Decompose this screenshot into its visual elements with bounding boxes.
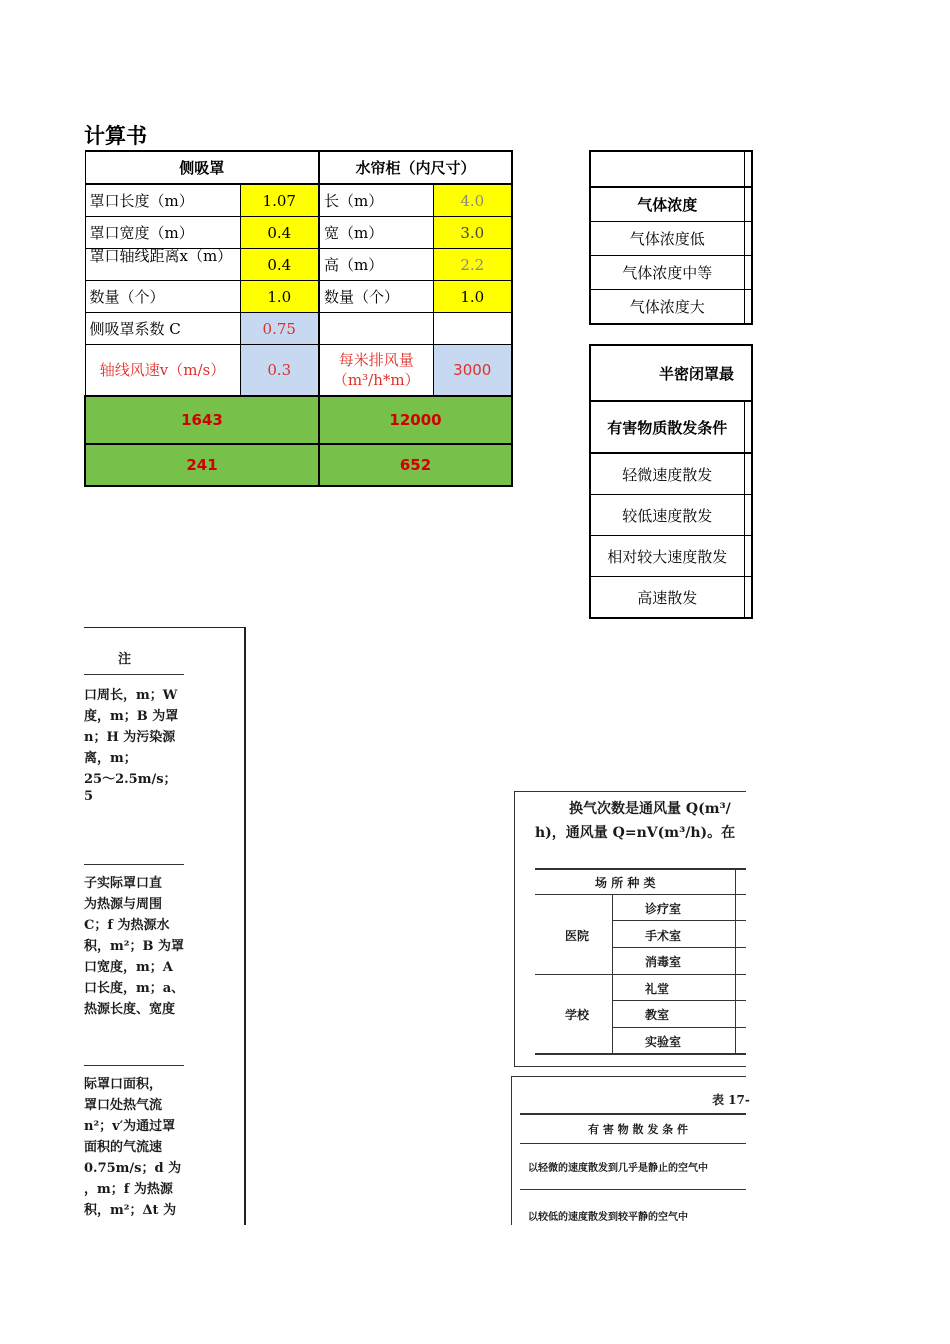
place-item: 手术室: [645, 929, 682, 943]
hood-axis-distance-value[interactable]: 0.4: [240, 249, 319, 281]
cabinet-height-value[interactable]: 2.2: [433, 249, 512, 281]
place-item: 消毒室: [645, 955, 682, 969]
hood-coefficient-value[interactable]: 0.75: [240, 313, 319, 345]
result-left-1: 1643: [85, 396, 319, 444]
note-line: 为热源与周围: [84, 897, 163, 912]
empty-cell: [433, 313, 512, 345]
note-line: n；H 为污染源: [84, 730, 176, 745]
gas-concentration-table: [589, 150, 753, 325]
emission-row: 轻微速度散发: [590, 453, 744, 495]
gas-row: 气体浓度低: [590, 222, 744, 256]
note-line: C；f 为热源水: [84, 918, 170, 933]
note-line: 积，m²；B 为罩: [84, 939, 184, 954]
cabinet-width-value[interactable]: 3.0: [433, 217, 512, 249]
place-item: 实验室: [645, 1035, 682, 1049]
emission-condition-row: 以较低的速度散发到较平静的空气中: [528, 1212, 688, 1223]
note-line: 热源长度、宽度: [84, 1002, 176, 1017]
air-change-text: 换气次数是通风量 Q(m³/: [569, 801, 731, 817]
emission-row: 相对较大速度散发: [590, 536, 744, 577]
emission-row: 较低速度散发: [590, 495, 744, 536]
note-line: 口周长，m；W: [84, 688, 178, 703]
per-meter-exhaust-label: 每米排风量（m³/h*m）: [319, 345, 433, 397]
scanned-notes-image: [84, 627, 246, 1225]
gas-concentration-header: 气体浓度: [590, 187, 744, 222]
empty-cell: [319, 313, 433, 345]
hood-length-label: 罩口长度（m）: [85, 184, 240, 217]
hood-axis-distance-label: 罩口轴线距离x（m）: [85, 249, 240, 281]
semi-closed-hood-title: 半密闭罩最: [590, 345, 752, 401]
place-type-header: 场 所 种 类: [595, 876, 656, 890]
air-change-text: h)，通风量 Q=nV(m³/h)。在: [535, 825, 736, 841]
note-line: 5: [84, 789, 94, 804]
note-line: 子实际罩口直: [84, 876, 163, 891]
cabinet-length-value[interactable]: 4.0: [433, 184, 512, 217]
place-item: 诊疗室: [645, 902, 682, 916]
cabinet-count-label: 数量（个）: [319, 281, 433, 313]
notes-header: 注: [118, 652, 132, 667]
place-item: 教室: [645, 1008, 670, 1022]
note-line: 度，m；B 为罩: [84, 709, 179, 724]
water-curtain-header: 水帘柜（内尺寸）: [319, 151, 512, 184]
cabinet-width-label: 宽（m）: [319, 217, 433, 249]
note-line: 积，m²；Δt 为: [84, 1203, 177, 1218]
per-meter-exhaust-value[interactable]: 3000: [433, 345, 512, 397]
gas-row: 气体浓度大: [590, 290, 744, 325]
calc-table: [84, 150, 513, 487]
hood-count-value[interactable]: 1.0: [240, 281, 319, 313]
hood-length-value[interactable]: 1.07: [240, 184, 319, 217]
gas-row: 气体浓度中等: [590, 256, 744, 290]
cabinet-height-label: 高（m）: [319, 249, 433, 281]
place-item: 礼堂: [645, 982, 670, 996]
cabinet-length-label: 长（m）: [319, 184, 433, 217]
note-line: 0.75m/s；d 为: [84, 1161, 182, 1176]
result-left-2: 241: [85, 444, 319, 486]
note-line: 口宽度，m；A: [84, 960, 173, 975]
result-right-1: 12000: [319, 396, 512, 444]
note-line: 口长度，m；a、: [84, 981, 185, 996]
semi-closed-hood-table: [589, 344, 753, 619]
note-line: 面积的气流速: [84, 1140, 163, 1155]
hood-count-label: 数量（个）: [85, 281, 240, 313]
cabinet-count-value[interactable]: 1.0: [433, 281, 512, 313]
note-line: 际罩口面积，: [84, 1077, 163, 1092]
result-right-2: 652: [319, 444, 512, 486]
emission-condition-header: 有 害 物 散 发 条 件: [588, 1123, 688, 1136]
hood-width-label: 罩口宽度（m）: [85, 217, 240, 249]
semi-closed-hood-header: 有害物质散发条件: [590, 401, 744, 453]
group-hospital: 医院: [565, 929, 590, 943]
note-line: n²；v′为通过罩: [84, 1119, 176, 1134]
scanned-emission-table-image: [511, 1076, 750, 1225]
page-title: 计算书: [84, 124, 147, 148]
axis-velocity-value[interactable]: 0.3: [240, 345, 319, 397]
scanned-air-change-image: [514, 791, 746, 1067]
note-line: 25～2.5m/s；: [84, 772, 177, 787]
table-number: 表 17-: [712, 1093, 750, 1107]
note-line: ，m；f 为热源: [84, 1182, 173, 1197]
group-school: 学校: [565, 1008, 590, 1022]
side-hood-header: 侧吸罩: [85, 151, 319, 184]
emission-condition-row: 以轻微的速度散发到几乎是静止的空气中: [528, 1163, 708, 1174]
emission-row: 高速散发: [590, 577, 744, 619]
hood-coefficient-label: 侧吸罩系数 C: [85, 313, 240, 345]
note-line: 罩口处热气流: [84, 1098, 163, 1113]
axis-velocity-label: 轴线风速v（m/s）: [85, 345, 240, 397]
hood-width-value[interactable]: 0.4: [240, 217, 319, 249]
note-line: 离，m；: [84, 751, 137, 766]
